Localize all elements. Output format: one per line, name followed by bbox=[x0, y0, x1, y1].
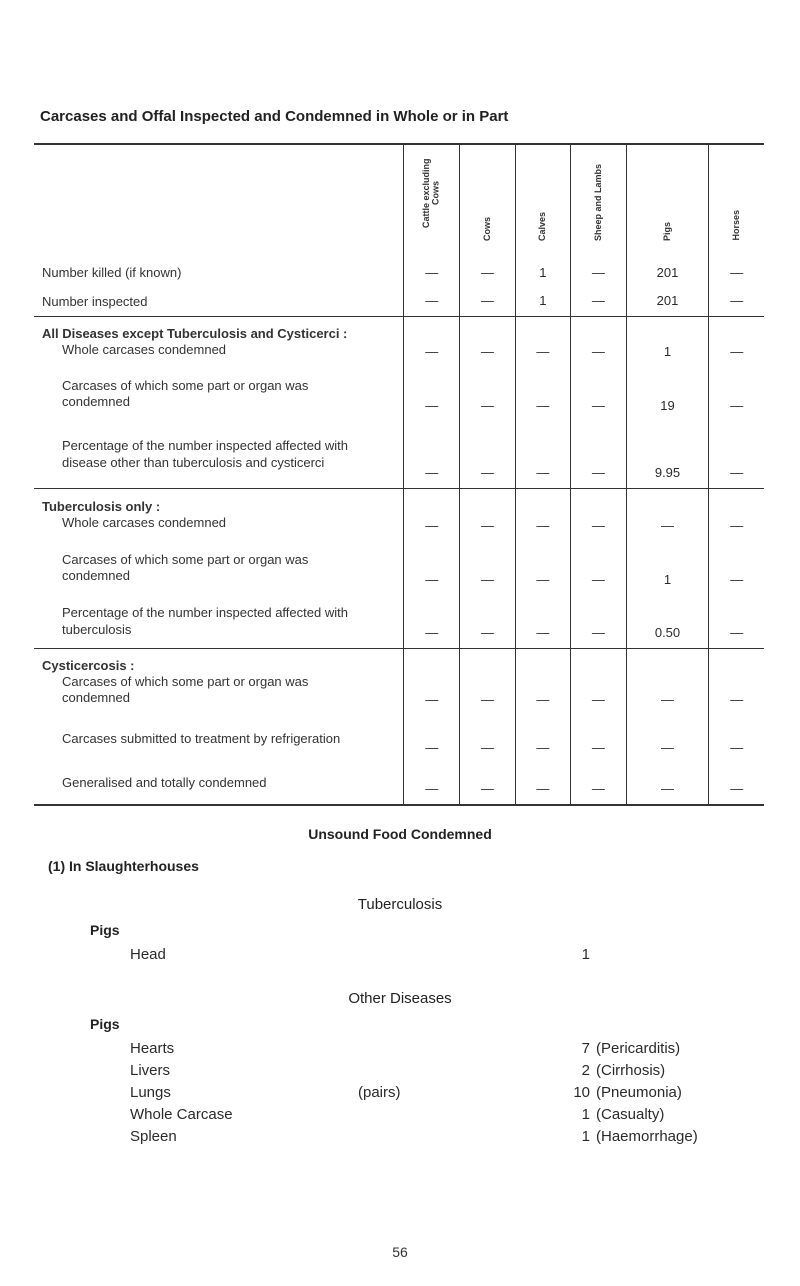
tb-heading: Tuberculosis bbox=[357, 896, 443, 913]
table-cell: — bbox=[515, 367, 570, 421]
table-cell: — bbox=[571, 249, 626, 288]
table-cell: — bbox=[460, 421, 515, 489]
item-quantity: 10 bbox=[573, 1084, 590, 1101]
row-label bbox=[34, 288, 404, 317]
table-cell: — bbox=[709, 367, 764, 421]
table-row bbox=[34, 249, 764, 288]
page-number: 56 bbox=[392, 1244, 408, 1260]
row-label bbox=[34, 715, 404, 763]
table-cell: — bbox=[460, 649, 515, 715]
item-note: (Pericarditis) bbox=[596, 1040, 681, 1057]
table-row bbox=[34, 541, 764, 595]
table-cell: — bbox=[626, 715, 709, 763]
table-cell: 1 bbox=[515, 288, 570, 317]
row-label-text: Carcases of which some part or organ was condemned bbox=[62, 673, 309, 706]
table-cell: — bbox=[404, 763, 460, 805]
column-header: Horses bbox=[709, 144, 764, 249]
table-cell: — bbox=[709, 595, 764, 649]
item-quantity: 2 bbox=[581, 1062, 590, 1079]
table-cell: — bbox=[571, 288, 626, 317]
table-cell: — bbox=[404, 288, 460, 317]
item-note: (Pneumonia) bbox=[596, 1084, 682, 1101]
row-label bbox=[34, 317, 404, 367]
item-quantity: 7 bbox=[581, 1040, 590, 1057]
row-label-text: Generalised and totally condemned bbox=[62, 775, 267, 791]
row-group-heading: All Diseases except Tuberculosis and Cysticerci : bbox=[42, 325, 348, 341]
row-label-text: Number inspected bbox=[42, 294, 148, 309]
table-cell: — bbox=[571, 649, 626, 715]
item-note: (Haemorrhage) bbox=[596, 1128, 698, 1145]
page-title: Carcases and Offal Inspected and Condemned in Whole or in Part bbox=[40, 108, 509, 125]
table-cell: — bbox=[460, 288, 515, 317]
table-cell: — bbox=[404, 489, 460, 541]
row-label-text: Carcases submitted to treatment by refrigeration bbox=[62, 730, 341, 746]
table-cell: — bbox=[571, 763, 626, 805]
table-cell: — bbox=[515, 715, 570, 763]
unsound-heading: Unsound Food Condemned bbox=[308, 826, 492, 842]
header-blank bbox=[34, 144, 404, 249]
table-cell: — bbox=[709, 489, 764, 541]
column-header: Cows bbox=[460, 144, 515, 249]
table-cell: — bbox=[709, 421, 764, 489]
table-cell: — bbox=[460, 763, 515, 805]
row-label bbox=[34, 649, 404, 715]
row-group-heading: Tuberculosis only : bbox=[42, 498, 161, 514]
table-cell: — bbox=[404, 317, 460, 367]
row-label-text: Number killed (if known) bbox=[42, 265, 182, 281]
table-cell: — bbox=[709, 541, 764, 595]
table-cell: 19 bbox=[626, 367, 709, 421]
table-cell: — bbox=[709, 763, 764, 805]
table-row bbox=[34, 715, 764, 763]
item-name: Spleen bbox=[130, 1128, 177, 1145]
item-quantity: 1 bbox=[581, 946, 590, 963]
table-cell: — bbox=[571, 595, 626, 649]
table-cell: — bbox=[404, 421, 460, 489]
row-label bbox=[34, 489, 404, 541]
table-row bbox=[34, 317, 764, 367]
row-label-text: Whole carcases condemned bbox=[62, 515, 227, 530]
table-cell: — bbox=[515, 595, 570, 649]
table-cell: — bbox=[460, 249, 515, 288]
table-cell: — bbox=[515, 763, 570, 805]
table-cell: — bbox=[404, 595, 460, 649]
table-cell: — bbox=[404, 249, 460, 288]
row-label bbox=[34, 595, 404, 649]
row-label-text: Carcases of which some part or organ was condemned bbox=[62, 377, 309, 409]
column-header: Sheep and Lambs bbox=[571, 144, 626, 249]
table-cell: — bbox=[709, 649, 764, 715]
table-cell: — bbox=[515, 317, 570, 367]
column-header: Cattle excluding Cows bbox=[404, 144, 460, 249]
table-cell: — bbox=[515, 421, 570, 489]
table-row bbox=[34, 595, 764, 649]
table-cell: — bbox=[571, 715, 626, 763]
table-cell: — bbox=[404, 649, 460, 715]
item-note: (Cirrhosis) bbox=[596, 1062, 666, 1079]
table-cell: — bbox=[626, 489, 709, 541]
table-cell: — bbox=[515, 649, 570, 715]
table-row bbox=[34, 421, 764, 489]
row-label bbox=[34, 367, 404, 421]
table-cell: 9.95 bbox=[626, 421, 709, 489]
table-cell: — bbox=[571, 489, 626, 541]
row-label-text: Whole carcases condemned bbox=[62, 342, 227, 357]
item-name: Head bbox=[130, 946, 166, 963]
row-group-heading: Cysticercosis : bbox=[42, 657, 135, 673]
inspection-table bbox=[34, 143, 764, 806]
item-quantity: 1 bbox=[581, 1128, 590, 1145]
section-heading: (1) In Slaughterhouses bbox=[48, 858, 199, 874]
other-heading: Other Diseases bbox=[348, 990, 452, 1007]
table-cell: — bbox=[460, 317, 515, 367]
table-cell: — bbox=[626, 763, 709, 805]
table-header-row bbox=[34, 144, 764, 249]
row-label-text: Percentage of the number inspected affected with disease other than tuberculosis and cysticerci bbox=[62, 438, 348, 470]
table-cell: — bbox=[460, 541, 515, 595]
table-cell: — bbox=[571, 541, 626, 595]
table-row bbox=[34, 763, 764, 805]
table-cell: — bbox=[460, 367, 515, 421]
row-label bbox=[34, 249, 404, 288]
column-header: Pigs bbox=[626, 144, 709, 249]
table-cell: — bbox=[709, 317, 764, 367]
item-note: (Casualty) bbox=[596, 1106, 665, 1123]
table-cell: — bbox=[460, 715, 515, 763]
table-cell: 1 bbox=[626, 541, 709, 595]
other-group: Pigs bbox=[90, 1016, 120, 1032]
table-row bbox=[34, 489, 764, 541]
row-label bbox=[34, 421, 404, 489]
table-cell: — bbox=[709, 249, 764, 288]
table-cell: — bbox=[626, 649, 709, 715]
table-cell: — bbox=[404, 367, 460, 421]
table-cell: 201 bbox=[626, 249, 709, 288]
table-row bbox=[34, 367, 764, 421]
row-label-text: Percentage of the number inspected affected with tuberculosis bbox=[62, 605, 348, 637]
tb-group: Pigs bbox=[90, 922, 120, 938]
item-name: Hearts bbox=[130, 1040, 175, 1057]
table-cell: — bbox=[460, 595, 515, 649]
table-cell: — bbox=[709, 715, 764, 763]
table-cell: — bbox=[571, 367, 626, 421]
table-row bbox=[34, 288, 764, 317]
table-cell: 1 bbox=[626, 317, 709, 367]
item-unit: (pairs) bbox=[358, 1084, 401, 1101]
table-cell: — bbox=[515, 489, 570, 541]
table-cell: 1 bbox=[515, 249, 570, 288]
row-label bbox=[34, 763, 404, 805]
table-cell: — bbox=[460, 489, 515, 541]
row-label-text: Carcases of which some part or organ was condemned bbox=[62, 551, 309, 583]
table-cell: — bbox=[515, 541, 570, 595]
column-header: Calves bbox=[515, 144, 570, 249]
table-cell: — bbox=[571, 421, 626, 489]
table-cell: — bbox=[404, 541, 460, 595]
table-cell: 201 bbox=[626, 288, 709, 317]
item-name: Livers bbox=[130, 1062, 171, 1079]
table-cell: — bbox=[709, 288, 764, 317]
table-cell: 0.50 bbox=[626, 595, 709, 649]
item-name: Whole Carcase bbox=[130, 1106, 233, 1123]
row-label bbox=[34, 541, 404, 595]
item-quantity: 1 bbox=[581, 1106, 590, 1123]
table-row bbox=[34, 649, 764, 715]
table-body bbox=[34, 249, 764, 805]
table-cell: — bbox=[571, 317, 626, 367]
table-cell: — bbox=[404, 715, 460, 763]
item-name: Lungs bbox=[130, 1084, 171, 1101]
